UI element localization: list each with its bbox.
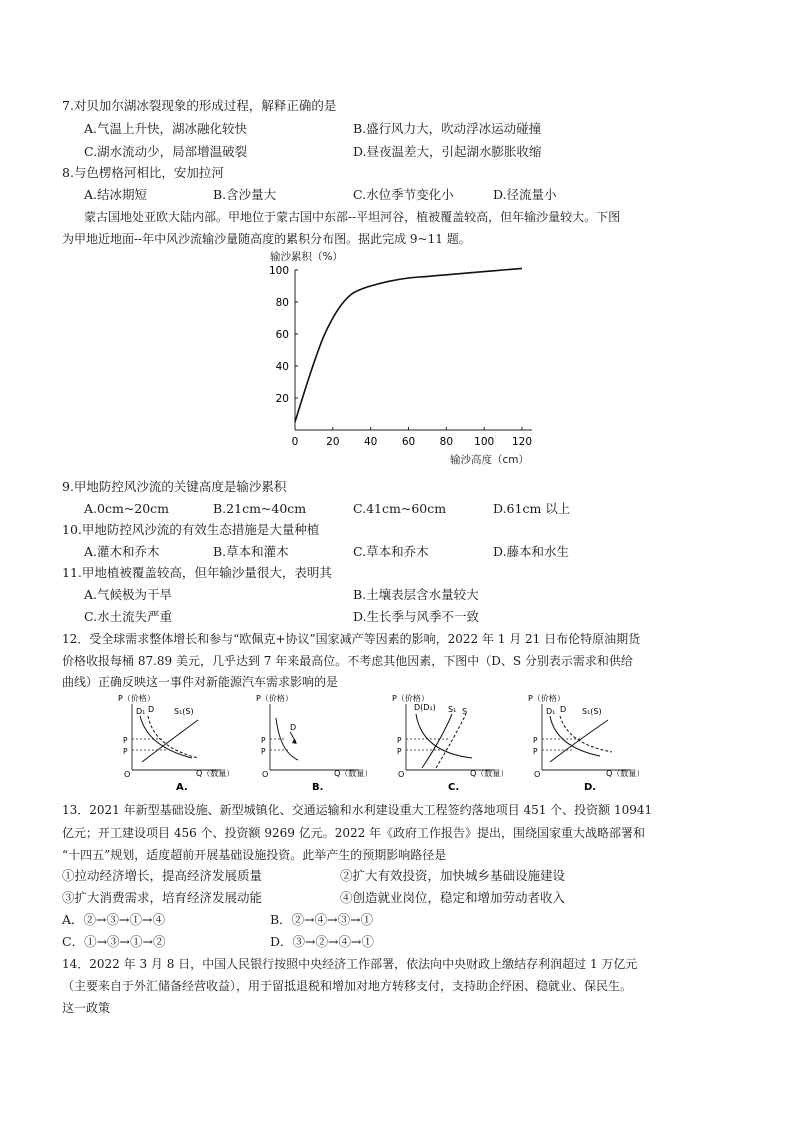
- chart-y-tick-label: 20: [275, 393, 289, 405]
- graph-a-p2: P: [123, 747, 128, 756]
- q10-option-a: A.灌木和乔木: [84, 544, 160, 559]
- q13-option-a: A．②→③→①→④: [62, 912, 165, 927]
- graph-d-p1: P: [533, 736, 538, 745]
- passage-line-2: 为甲地近地面--年中风沙流输沙量随高度的累积分布图。据此完成 9~11 题。: [62, 232, 471, 246]
- q7-option-b: B.盛行风力大，吹动浮冰运动碰撞: [353, 121, 542, 136]
- q11-option-a: A.气候极为干旱: [84, 587, 173, 602]
- q10-option-d: D.藤本和水生: [493, 544, 570, 559]
- graph-b-p1: P: [261, 736, 266, 745]
- graph-c-xlabel: Q（数量）: [470, 769, 509, 778]
- graph-d-xlabel: Q（数量）: [606, 769, 645, 778]
- q11-option-c: C.水土流失严重: [84, 609, 173, 624]
- q12-line-1: 12．受全球需求整体增长和参与“欧佩克+协议”国家减产等因素的影响，2022 年 1 月 21 日布伦特原油期货: [62, 632, 641, 646]
- graph-b-ylabel: P（价格）: [256, 694, 293, 703]
- passage-line-1: 蒙古国地处亚欧大陆内部。甲地位于蒙古国中东部--平坦河谷，植被覆盖较高，但年输沙量较大。下图: [84, 210, 621, 224]
- q12-line-2: 价格收报每桶 87.89 美元，几乎达到 7 年来最高位。不考虑其他因素，下图中（D、S 分别表示需求和供给: [62, 654, 633, 668]
- q12-graph-b: [256, 692, 391, 794]
- graph-c-letter: C.: [448, 782, 460, 793]
- q7-stem: 7.对贝加尔湖冰裂现象的形成过程，解释正确的是: [62, 98, 337, 113]
- chart-x-tick-label: 0: [291, 436, 299, 448]
- q14-line-3: 这一政策: [62, 1001, 111, 1015]
- chart-y-tick-label: 40: [275, 361, 289, 373]
- chart-y-tick-label: 60: [275, 329, 289, 341]
- q7-option-d: D.昼夜温差大，引起湖水膨胀收缩: [353, 144, 542, 159]
- chart-y-tick-label: 80: [275, 297, 289, 309]
- q10-option-c: C.草本和乔木: [353, 544, 429, 559]
- graph-a-ylabel: P（价格）: [118, 694, 155, 703]
- graph-c-p2: P: [397, 747, 402, 756]
- q11-stem: 11.甲地植被覆盖较高，但年输沙量很大，表明其: [62, 565, 332, 580]
- graph-a-s: S₁(S): [174, 707, 194, 716]
- q11-option-d: D.生长季与风季不一致: [353, 609, 480, 624]
- q13-option-d: D．③→②→④→①: [270, 934, 374, 949]
- q13-line-2: 亿元；开工建设项目 456 个、投资额 9269 亿元。2022 年《政府工作报告》提出，围绕国家重大战略部署和: [62, 826, 646, 840]
- q12-graph-c: [392, 692, 527, 794]
- chart-x-label: 输沙高度（cm）: [450, 454, 530, 466]
- q8-option-a: A.结冰期短: [84, 187, 148, 202]
- q8-option-c: C.水位季节变化小: [353, 187, 454, 202]
- q9-stem: 9.甲地防控风沙流的关键高度是输沙累积: [62, 479, 287, 494]
- graph-d-d1: D₁: [546, 707, 556, 716]
- q13-line-3: “十四五”规划，适度超前开展基础设施投资。此举产生的预期影响路径是: [62, 848, 447, 862]
- graph-a-p1: P: [123, 736, 128, 745]
- graph-d-letter: D.: [584, 782, 597, 793]
- q13-item-3: ③扩大消费需求，培育经济发展动能: [62, 890, 263, 905]
- graph-c-ylabel: P（价格）: [392, 694, 429, 703]
- graph-c-d: D(D₁): [414, 703, 436, 712]
- graph-b-origin: O: [262, 770, 269, 779]
- graph-c-s1: S₁: [448, 705, 457, 714]
- graph-a-origin: O: [124, 770, 131, 779]
- graph-a-d1: D₁: [136, 707, 146, 716]
- chart-x-tick-label: 40: [363, 436, 378, 448]
- q8-option-b: B.含沙量大: [213, 187, 277, 202]
- q13-option-c: C．①→③→①→②: [62, 934, 166, 949]
- q12-graph-d: [528, 692, 663, 794]
- q13-line-1: 13．2021 年新型基础设施、新型城镇化、交通运输和水利建设重大工程签约落地项目 451 个、投资额 10941: [62, 803, 653, 817]
- graph-d-s: S₁(S): [582, 707, 602, 716]
- q14-line-1: 14．2022 年 3 月 8 日，中国人民银行按照中央经济工作部署，依法向中央财政上缴结存利润超过 1 万亿元: [62, 957, 638, 971]
- q7-option-c: C.湖水流动少，局部增温破裂: [84, 144, 248, 159]
- graph-c-p1: P: [397, 736, 402, 745]
- q10-stem: 10.甲地防控风沙流的有效生态措施是大量种植: [62, 522, 320, 537]
- q10-option-b: B.草本和灌木: [213, 544, 289, 559]
- q9-option-c: C.41cm~60cm: [353, 501, 447, 516]
- graph-d-d: D: [560, 705, 567, 714]
- graph-c-s: S: [462, 707, 468, 716]
- graph-b-d: D: [290, 723, 297, 732]
- graph-c-origin: O: [398, 770, 405, 779]
- sand-transport-chart: [250, 248, 550, 470]
- graph-a-d: D: [148, 705, 155, 714]
- q7-option-a: A.气温上升快，湖冰融化较快: [84, 121, 248, 136]
- graph-d-p2: P: [533, 747, 538, 756]
- graph-d-ylabel: P（价格）: [528, 694, 565, 703]
- q13-option-b: B．②→④→③→①: [270, 912, 374, 927]
- chart-x-tick-label: 80: [439, 436, 454, 448]
- q9-option-a: A.0cm~20cm: [84, 501, 170, 516]
- graph-b-letter: B.: [312, 782, 324, 793]
- graph-b-p2: P: [261, 747, 266, 756]
- q14-line-2: （主要来自于外汇储备经营收益），用于留抵退税和增加对地方转移支付，支持助企纾困、稳就业、保民生。: [62, 979, 633, 993]
- chart-y-tick-label: 100: [268, 265, 289, 277]
- chart-y-label: 输沙累积（%）: [270, 251, 343, 263]
- chart-x-tick-label: 100: [474, 436, 495, 448]
- chart-x-tick-label: 20: [326, 436, 340, 448]
- q13-item-2: ②扩大有效投资，加快城乡基础设施建设: [340, 868, 566, 883]
- q12-graph-a: [118, 692, 253, 794]
- q8-option-d: D.径流量小: [493, 187, 557, 202]
- graph-d-origin: O: [534, 770, 541, 779]
- q13-item-1: ①拉动经济增长，提高经济发展质量: [62, 868, 263, 883]
- chart-x-tick-label: 120: [511, 436, 533, 448]
- q13-item-4: ④创造就业岗位，稳定和增加劳动者收入: [340, 890, 566, 905]
- q8-stem: 8.与色楞格河相比，安加拉河: [62, 165, 224, 180]
- chart-series-line: [295, 268, 522, 422]
- q9-option-d: D.61cm 以上: [493, 501, 571, 516]
- q9-option-b: B.21cm~40cm: [213, 501, 307, 516]
- chart-x-tick-label: 60: [401, 436, 416, 448]
- graph-a-xlabel: Q（数量）: [196, 769, 235, 778]
- graph-b-xlabel: Q（数量）: [334, 769, 373, 778]
- chart-y-ticks: [269, 265, 298, 405]
- q11-option-b: B.土壤表层含水量较大: [353, 587, 479, 602]
- graph-a-letter: A.: [176, 782, 188, 793]
- q12-line-3: 曲线）正确反映这一事件对新能源汽车需求影响的是: [62, 675, 339, 689]
